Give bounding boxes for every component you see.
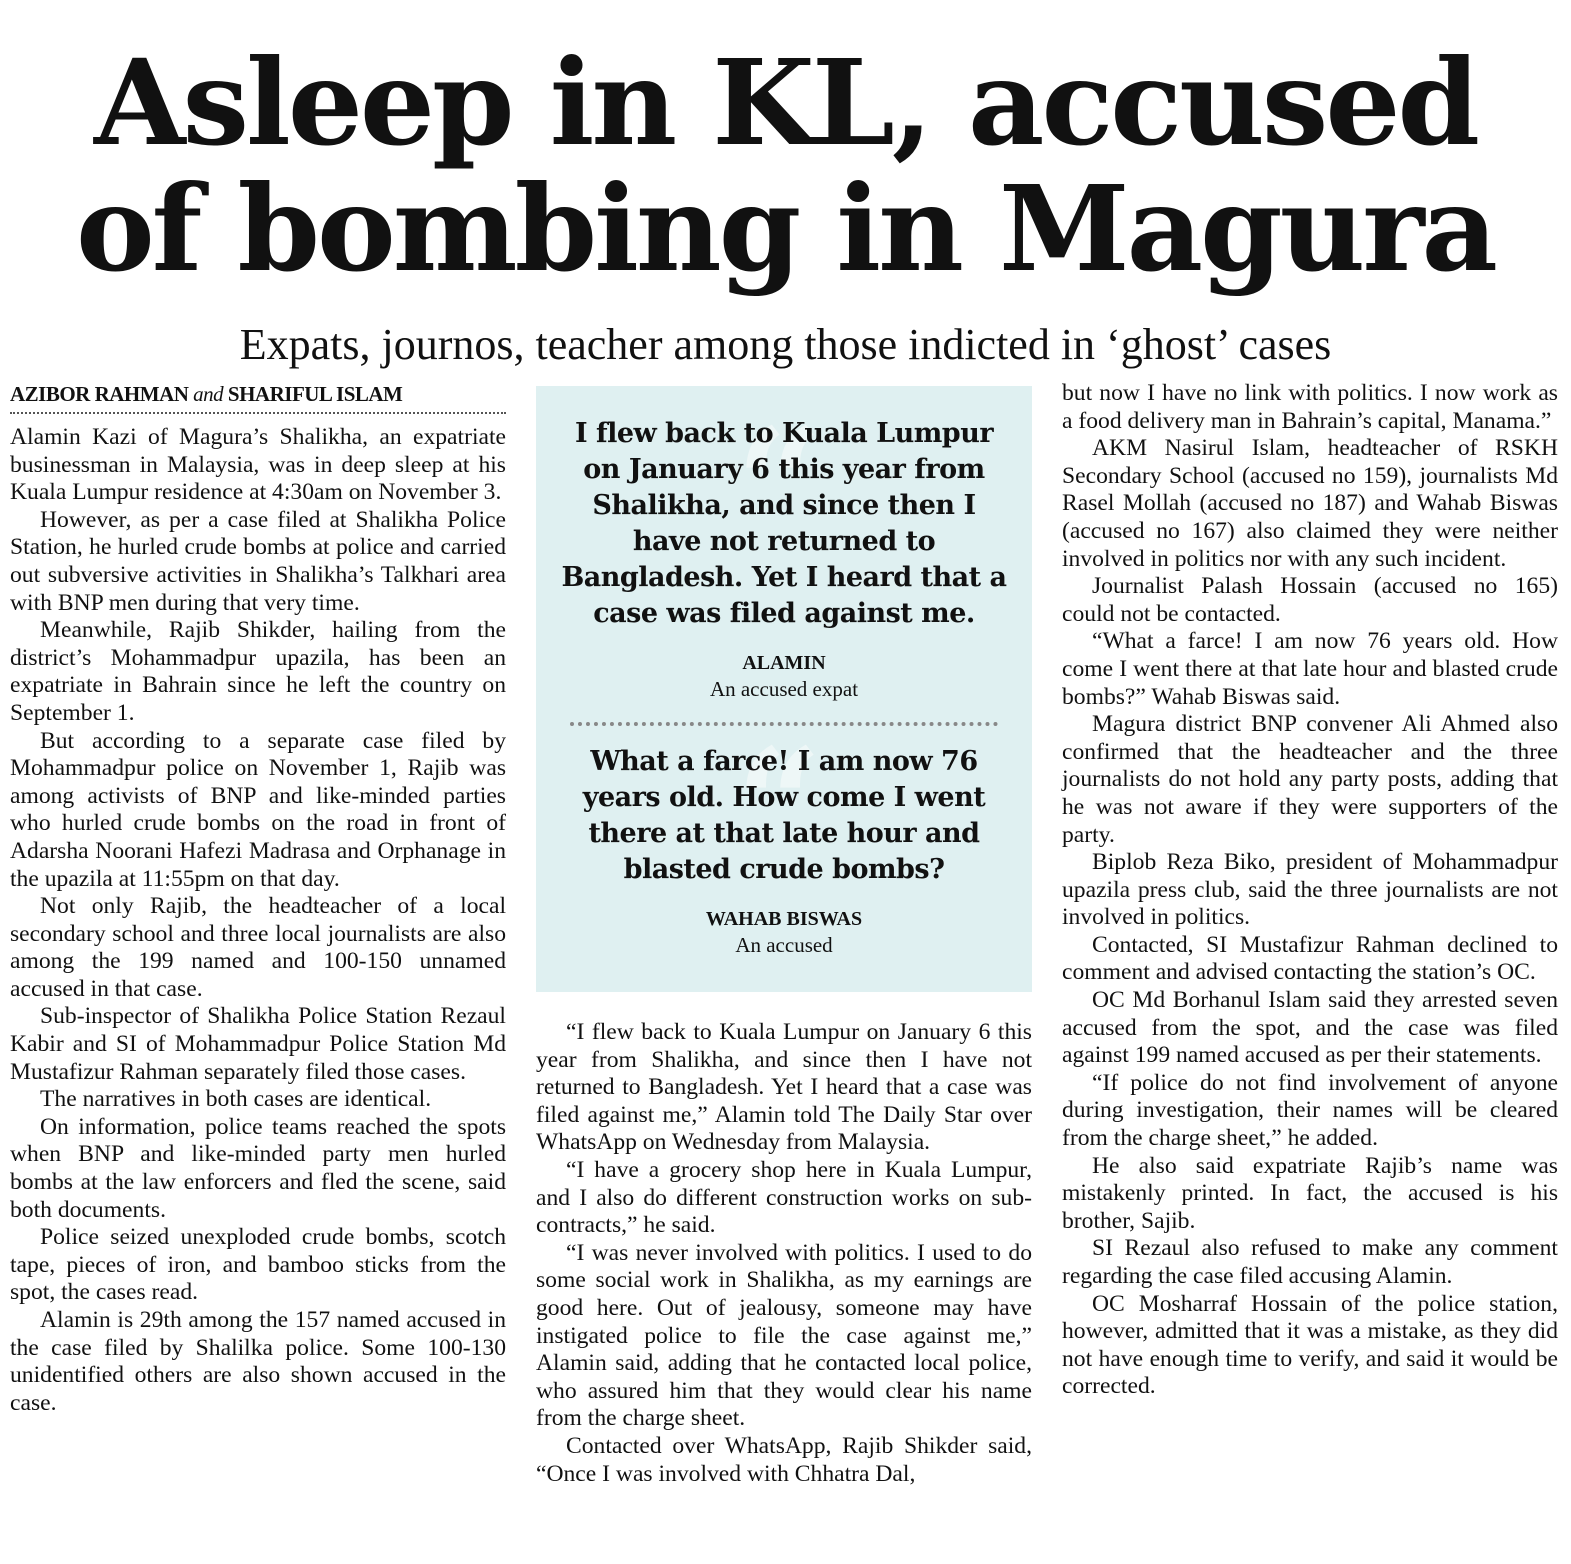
byline-conjunction: and — [193, 382, 224, 406]
pull-quote-1-role: An accused expat — [709, 677, 859, 701]
paragraph: Contacted, SI Mustafizur Rahman declined to comment and advised contacting the station’s OC. — [1062, 931, 1558, 986]
paragraph: Magura district BNP convener Ali Ahmed also confirmed that the headteacher and the three journalists do not hold any party posts, adding that he was not aware if they were supporters of the party. — [1062, 711, 1558, 848]
paragraph: On information, police teams reached the spots when BNP and like-minded party men hurled bombs at the law enforcers and fled the scene, said both documents. — [10, 1113, 506, 1223]
paragraph: “I have a grocery shop here in Kuala Lumpur, and I also do different construction works on sub-contracts,” he said. — [536, 1156, 1032, 1239]
paragraph: OC Mosharraf Hossain of the police station, however, admitted that it was a mistake, as they did not have enough time to verify, and said it would be corrected. — [1062, 1290, 1558, 1400]
paragraph: Meanwhile, Rajib Shikder, hailing from the district’s Mohammadpur upazila, has been an expatriate in Bahrain since he left the country on September 1. — [10, 617, 506, 726]
background-quote-mark-icon: “ — [736, 396, 823, 572]
paragraph: Contacted over WhatsApp, Rajib Shikder said, “Once I was involved with Chhatra Dal, — [536, 1432, 1032, 1487]
paragraph: “What a farce! I am now 76 years old. How come I went there at that late hour and blasted crude bombs?” Wahab Biswas said. — [1062, 628, 1558, 710]
paragraph: Police seized unexploded crude bombs, scotch tape, pieces of iron, and bamboo sticks from the spot, the cases read. — [10, 1224, 506, 1306]
article-column-1 — [10, 380, 506, 1417]
paragraph: Not only Rajib, the headteacher of a local secondary school and three local journalists are also among the 199 named and 100-150 unnamed accused in that case. — [10, 893, 506, 1002]
pull-quote-1-name: ALAMIN — [742, 652, 826, 674]
paragraph: Biplob Reza Biko, president of Mohammadpur upazila press club, said the three journalists are not involved in politics. — [1062, 849, 1558, 931]
paragraph: Sub-inspector of Shalikha Police Station Rezaul Kabir and SI of Mohammadpur Police Station Md Mustafizur Rahman separately filed those cases. — [10, 1003, 506, 1085]
paragraph: “I was never involved with politics. I used to do some social work in Shalikha, as my earnings are good here. Out of jealousy, someone may have instigated police to file the case against me,” Alamin said, adding that he contacted local police, who assured him that they would clear his name from the charge sheet. — [536, 1239, 1032, 1432]
paragraph: But according to a separate case filed by Mohammadpur police on November 1, Rajib was among activists of BNP and like-minded parties who hurled crude bombs on the road in front of Adarsha Noorani Hafezi Madrasa and Orphanage in the upazila at 11:55pm on that day. — [10, 727, 506, 892]
paragraph: but now I have no link with politics. I now work as a food delivery man in Bahrain’s capital, Manama.” — [1062, 380, 1558, 434]
paragraph: Alamin is 29th among the 157 named accused in the case filed by Shalilka police. Some 100-130 unidentified others are also shown accused in the case. — [10, 1307, 506, 1416]
paragraph: “If police do not find involvement of anyone during investigation, their names will be cleared from the charge sheet,” he added. — [1062, 1069, 1558, 1152]
byline — [10, 380, 506, 408]
headline-line-2: of bombing in Magura — [75, 159, 1496, 298]
byline-divider — [10, 412, 506, 414]
headline — [0, 33, 1571, 298]
article-column-2 — [536, 1019, 1032, 1488]
paragraph: SI Rezaul also refused to make any comment regarding the case filed accusing Alamin. — [1062, 1235, 1558, 1289]
pull-quote-1: I flew back to Kuala Lumpur on January 6 this year from Shalikha, and since then I have not returned to Bangladesh. Yet I heard that a case was filed against me. — [561, 418, 1007, 629]
byline-author-1: AZIBOR RAHMAN — [10, 382, 189, 406]
pull-quote-box — [536, 386, 1032, 992]
article-column-3 — [1062, 380, 1558, 1401]
background-quote-mark-icon: “ — [736, 716, 823, 892]
paragraph: Journalist Palash Hossain (accused no 165) could not be contacted. — [1062, 573, 1558, 627]
pull-quote-2-name: WAHAB BISWAS — [705, 908, 863, 930]
paragraph: Alamin Kazi of Magura’s Shalikha, an expatriate businessman in Malaysia, was in deep sleep at his Kuala Lumpur residence at 4:30am on November 3. — [10, 424, 506, 506]
paragraph: He also said expatriate Rajib’s name was mistakenly printed. In fact, the accused is his brother, Sajib. — [1062, 1152, 1558, 1234]
byline-author-2: SHARIFUL ISLAM — [227, 382, 403, 406]
paragraph: However, as per a case filed at Shalikha Police Station, he hurled crude bombs at police and carried out subversive activities in Shalikha’s Talkhari area with BNP men during that very time. — [10, 506, 506, 616]
headline-line-1: Asleep in KL, accused — [94, 33, 1477, 172]
pull-quote-2: What a farce! I am now 76 years old. How come I went there at that late hour and blasted crude bombs? — [582, 746, 986, 885]
pull-quote-2-role: An accused — [735, 933, 833, 957]
paragraph: AKM Nasirul Islam, headteacher of RSKH Secondary School (accused no 159), journalists Md Rasel Mollah (accused no 187) and Wahab Biswas (accused no 167) also claimed they were neither involved in politics nor with any such incident. — [1062, 435, 1558, 572]
subheadline: Expats, journos, teacher among those indicted in ‘ghost’ cases — [239, 320, 1332, 369]
pull-quote-divider — [570, 722, 998, 726]
paragraph: The narratives in both cases are identical. — [40, 1086, 432, 1113]
paragraph: “I flew back to Kuala Lumpur on January 6 this year from Shalikha, and since then I have not returned to Bangladesh. Yet I heard that a case was filed against me,” Alamin told The Daily Star over WhatsApp on Wednesday from Malaysia. — [536, 1019, 1032, 1156]
paragraph: OC Md Borhanul Islam said they arrested seven accused from the spot, and the case was filed against 199 named accused as per their statements. — [1062, 987, 1558, 1069]
